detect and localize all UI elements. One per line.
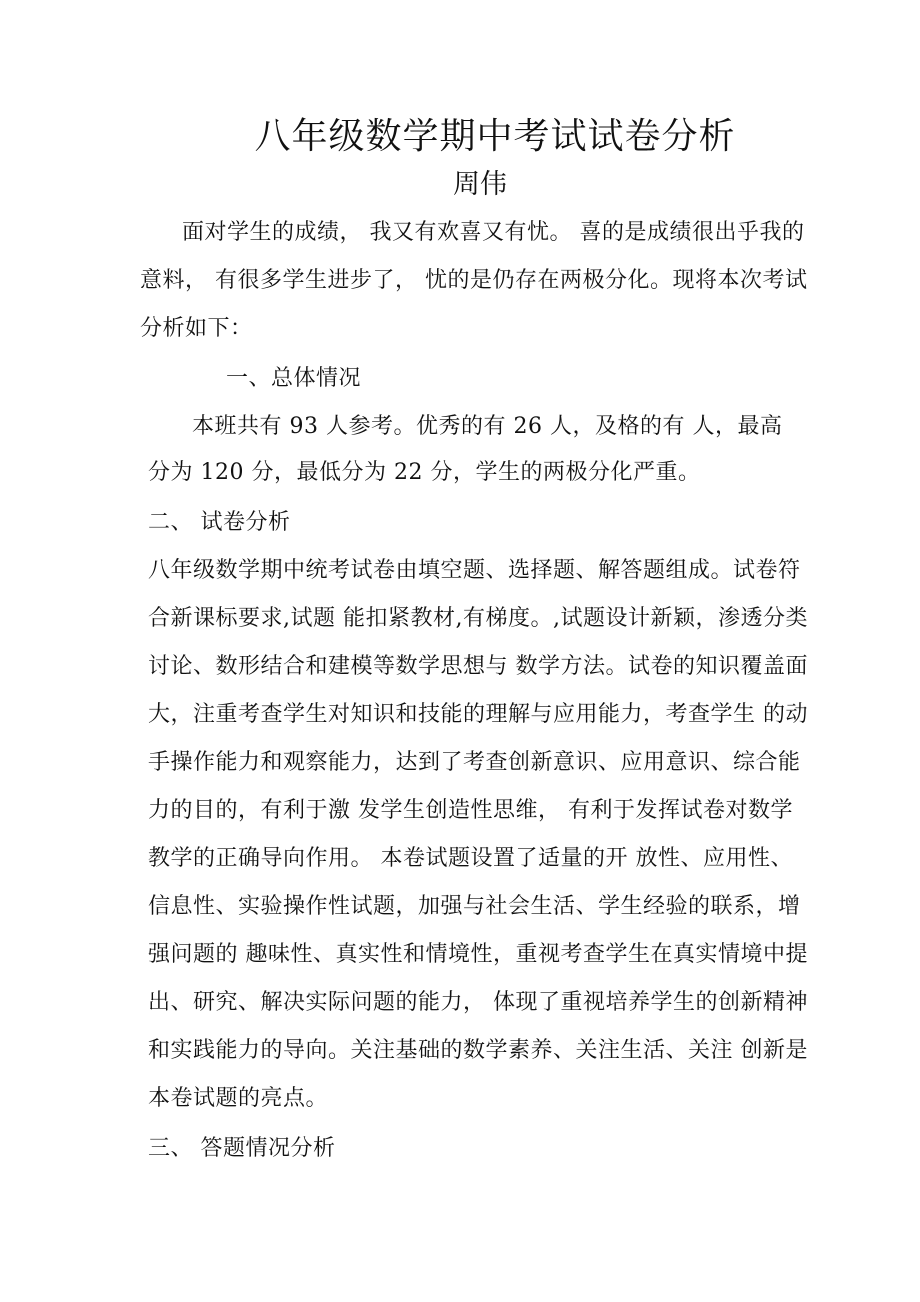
section-heading: 二、 试卷分析: [148, 510, 291, 535]
paragraph-line: 教学的正确导向作用。 本卷试题设置了适量的开 放性、应用性、: [148, 846, 793, 871]
paragraph-line: 八年级数学期中统考试卷由填空题、选择题、解答题组成。试卷符: [148, 558, 801, 583]
paragraph-line: 本班共有 93 人参考。优秀的有 26 人，及格的有 人，最高: [192, 414, 783, 439]
paragraph-line: 力的目的，有利于激 发学生创造性思维， 有利于发挥试卷对数学: [148, 798, 793, 823]
section-heading: 三、 答题情况分析: [148, 1136, 336, 1161]
paragraph-line: 信息性、实验操作性试题，加强与社会生活、学生经验的联系，增: [148, 894, 801, 919]
document-title: 八年级数学期中考试试卷分析: [254, 116, 736, 157]
intro-line: 面对学生的成绩， 我又有欢喜又有忧。 喜的是成绩很出乎我的: [182, 220, 805, 245]
document-author: 周伟: [453, 169, 507, 200]
intro-line: 分析如下：: [140, 316, 253, 341]
paragraph-line: 合新课标要求,试题 能扣紧教材,有梯度。,试题设计新颖，渗透分类: [148, 606, 808, 631]
section-heading: 一、总体情况: [226, 366, 362, 391]
paragraph-line: 大，注重考查学生对知识和技能的理解与应用能力，考查学生 的动: [148, 702, 808, 727]
paragraph-line: 讨论、数形结合和建模等数学思想与 数学方法。试卷的知识覆盖面: [148, 654, 808, 679]
paragraph-line: 分为 120 分，最低分为 22 分，学生的两极分化严重。: [148, 460, 701, 485]
paragraph-line: 出、研究、解决实际问题的能力， 体现了重视培养学生的创新精神: [148, 990, 808, 1015]
paragraph-line: 本卷试题的亮点。: [148, 1086, 329, 1111]
paragraph-line: 强问题的 趣味性、真实性和情境性，重视考查学生在真实情境中提: [148, 942, 808, 967]
intro-line: 意料， 有很多学生进步了， 忧的是仍存在两极分化。现将本次考试: [140, 268, 808, 293]
paragraph-line: 和实践能力的导向。关注基础的数学素养、关注生活、关注 创新是: [148, 1038, 808, 1063]
paragraph-line: 手操作能力和观察能力，达到了考查创新意识、应用意识、综合能: [148, 750, 801, 775]
